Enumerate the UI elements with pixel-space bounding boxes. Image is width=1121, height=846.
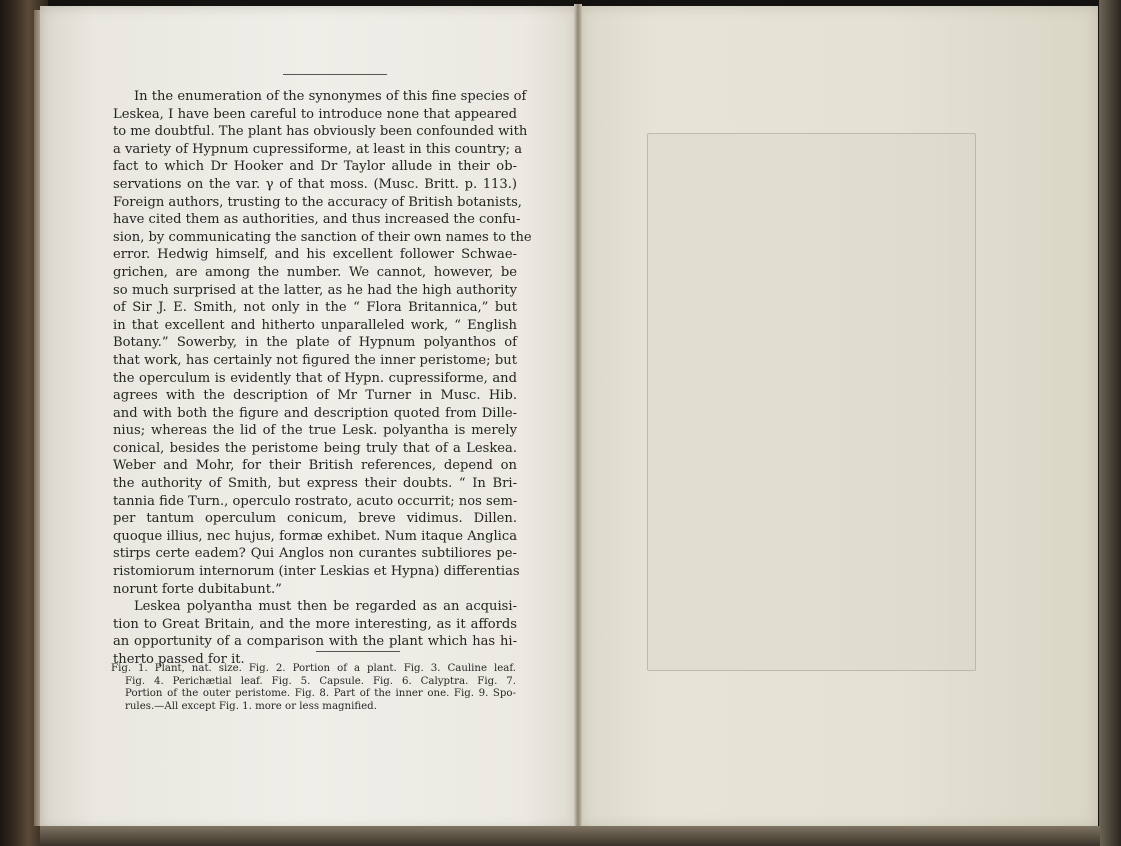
figure-note-line: Portion of the outer peristome. Fig. 8. Part of the inner one. Fig. 9. Spo-	[125, 688, 516, 700]
body-text	[113, 88, 532, 669]
figure-note-line: rules.—All except Fig. 1. more or less magnified.	[125, 700, 377, 712]
body-line: Weber and Mohr, for their British references, depend on	[113, 458, 517, 474]
body-line: have cited them as authorities, and thus increased the confu-	[113, 212, 521, 228]
figure-notes	[111, 663, 516, 713]
body-line: that work, has certainly not figured the inner peristome; but	[113, 352, 517, 368]
body-line: sion, by communicating the sanction of their own names to the	[113, 229, 532, 245]
body-line: nius; whereas the lid of the true Lesk. polyantha is merely	[113, 423, 517, 439]
body-line: agrees with the description of Mr Turner in Musc. Hib.	[113, 388, 517, 404]
bottom-edge	[40, 826, 1100, 846]
body-line: stirps certe eadem? Qui Anglos non curantes subtiliores pe-	[113, 546, 517, 562]
body-line: to me doubtful. The plant has obviously been confounded with	[113, 124, 528, 140]
body-line: quoque illius, nec hujus, formæ exhibet. Num itaque Anglica	[113, 528, 517, 544]
body-line: In the enumeration of the synonymes of this fine species of	[133, 89, 527, 104]
right-binding	[1099, 0, 1121, 846]
body-line: Leskea polyantha must then be regarded as an acquisi-	[133, 599, 517, 615]
book-gutter	[574, 4, 582, 832]
body-line: fact to which Dr Hooker and Dr Taylor allude in their ob-	[113, 159, 517, 175]
body-line: in that excellent and hitherto unparalleled work, “ English	[113, 317, 517, 333]
figure-note-line: Fig. 1. Plant, nat. size. Fig. 2. Portion of a plant. Fig. 3. Cauline leaf.	[111, 663, 516, 674]
body-line: Leskea, I have been careful to introduce none that appeared	[113, 106, 517, 122]
body-line: of Sir J. E. Smith, not only in the “ Flora Britannica,” but	[113, 300, 517, 316]
notes-rule	[316, 651, 400, 652]
body-line: per tantum operculum conicum, breve vidimus. Dillen.	[113, 511, 517, 527]
plate-impression	[647, 133, 976, 671]
body-line: the authority of Smith, but express their doubts. “ In Bri-	[113, 476, 517, 492]
body-line: so much surprised at the latter, as he had the high authority	[113, 282, 517, 298]
figure-note-line: Fig. 4. Perichætial leaf. Fig. 5. Capsule. Fig. 6. Calyptra. Fig. 7.	[125, 675, 516, 687]
body-line: ristomiorum internorum (inter Leskias et Hypna) differentias	[113, 564, 520, 580]
body-line: an opportunity of a comparison with the plant which has hi-	[113, 634, 517, 650]
body-line: conical, besides the peristome being truly that of a Leskea.	[113, 440, 517, 456]
body-line: Botany.” Sowerby, in the plate of Hypnum polyanthos of	[113, 335, 517, 351]
body-line: servations on the var. γ of that moss. (Musc. Britt. p. 113.)	[113, 176, 517, 192]
body-line: the operculum is evidently that of Hypn. cupressiforme, and	[113, 370, 517, 386]
body-line: norunt forte dubitabunt.”	[113, 581, 282, 597]
body-line: a variety of Hypnum cupressiforme, at least in this country; a	[113, 141, 523, 157]
body-line: and with both the figure and description quoted from Dille-	[113, 405, 517, 421]
body-line: Foreign authors, trusting to the accuracy of British botanists,	[113, 194, 522, 210]
body-line: tion to Great Britain, and the more interesting, as it affords	[113, 616, 517, 632]
body-line: tannia fide Turn., operculo rostrato, acuto occurrit; nos sem-	[113, 493, 518, 509]
body-line: grichen, are among the number. We cannot, however, be	[113, 264, 517, 280]
top-rule	[283, 74, 387, 75]
body-line: error. Hedwig himself, and his excellent follower Schwae-	[113, 247, 517, 263]
body-line: therto passed for it.	[113, 652, 245, 667]
